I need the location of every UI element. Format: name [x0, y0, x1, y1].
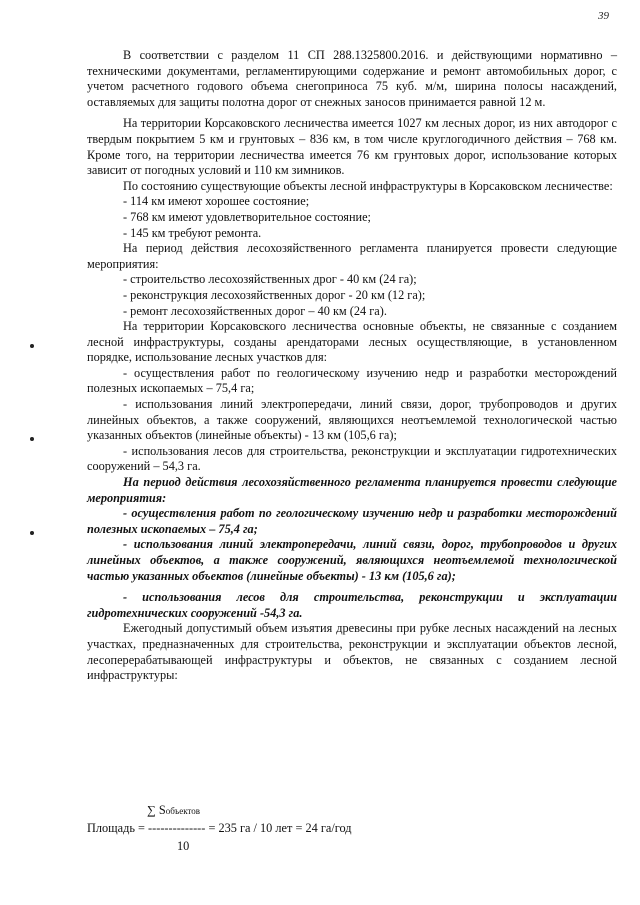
paragraph: - строительство лесохозяйственных дрог - 40 км (24 га); — [123, 272, 417, 287]
paragraph: - использования лесов для строительства, реконструкции и эксплуатации гидротехнических сооружений -54,3 га. — [87, 590, 617, 620]
margin-mark — [30, 531, 34, 535]
paragraph: - 768 км имеют удовлетворительное состояние; — [123, 209, 371, 224]
margin-mark — [30, 344, 34, 348]
document-body — [87, 48, 617, 684]
paragraph: - использования лесов для строительства, реконструкции и эксплуатации гидротехнических сооружений – 54,3 га. — [87, 443, 617, 474]
paragraph: На период действия лесохозяйственного регламента планируется провести следующие мероприятия: — [87, 475, 617, 505]
formula-sum: ∑ S — [147, 803, 166, 817]
paragraph: - осуществления работ по геологическому изучению недр и разработки месторождений полезных ископаемых – 75,4 га; — [87, 506, 617, 536]
paragraph: В соответствии с разделом 11 СП 288.1325800.2016. и действующими нормативно – техническими документами, регламентирующими содержание и ремонт автомобильных дорог, с учетом расчетного годового объема снегоприноса 75 куб. м/м, ширина полосы насаждений, оставляемых для защиты полотна дорог от снежных заносов принимается равной 12 м. — [87, 48, 617, 109]
paragraph: - использования линий электропередачи, линий связи, дорог, трубопроводов и других линейных объектов, а также сооружений, являющихся неотъемлемой технологической частью указанных объектов (линейные объекты) - 13 км (105,6 га); — [87, 537, 617, 583]
formula-numerator — [147, 803, 200, 818]
paragraph: На территории Корсаковского лесничества основные объекты, не связанные с созданием лесной инфраструктуры, созданы арендаторами лесных осуществляющие, в установленном порядке, использование лесных участков для: — [87, 319, 617, 365]
paragraph: По состоянию существующие объекты лесной инфраструктуры в Корсаковском лесничестве: — [123, 178, 613, 193]
paragraph: - 114 км имеют хорошее состояние; — [123, 194, 310, 209]
margin-mark — [30, 437, 34, 441]
paragraph: - осуществления работ по геологическому изучению недр и разработки месторождений полезных ископаемых – 75,4 га; — [87, 365, 617, 396]
paragraph: - ремонт лесохозяйственных дорог – 40 км (24 га). — [123, 303, 387, 318]
area-formula — [87, 803, 487, 863]
paragraph: - использования линий электропередачи, линий связи, дорог, трубопроводов и других линейных объектов, а также сооружений, являющихся неотъемлемой технологической частью указанных объектов (линейные объекты) - 13 км (105,6 га); — [87, 397, 617, 443]
formula-subscript: объектов — [165, 806, 201, 816]
paragraph: Ежегодный допустимый объем изъятия древесины при рубке лесных насаждений на лесных участках, предназначенных для строительства, реконструкции и эксплуатации объектов лесной, лесоперерабатывающей инфраструктуры и объектов, не связанных с созданием лесной инфраструктуры: — [87, 621, 617, 683]
paragraph: На территории Корсаковского лесничества имеется 1027 км лесных дорог, из них автодорог с твердым покрытием 5 км и грунтовых – 836 км, в том числе круглогодичного действия – 768 км. Кроме того, на территории лесничества имеется 76 км грунтовых дорог, использование которых зависит от погодных условий и 110 км зимников. — [87, 116, 617, 178]
formula-denominator: 10 — [177, 839, 190, 853]
paragraph: - 145 км требуют ремонта. — [123, 225, 262, 240]
paragraph: - реконструкция лесохозяйственных дорог - 20 км (12 га); — [123, 287, 426, 302]
formula-line: Площадь = -------------- = 235 га / 10 лет = 24 га/год — [87, 821, 352, 835]
page-number: 39 — [598, 10, 609, 22]
paragraph: На период действия лесохозяйственного регламента планируется провести следующие мероприятия: — [87, 241, 617, 271]
